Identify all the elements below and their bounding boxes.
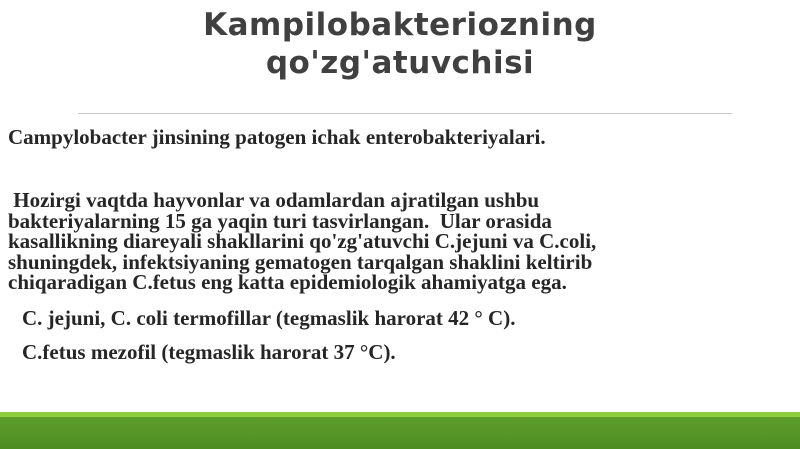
paragraph-description-line: shuningdek, infektsiyaning gematogen tarqalgan shaklini keltirib xyxy=(8,249,593,274)
slide-title-line-2: qo'zg'atuvchisi xyxy=(265,45,535,81)
paragraph-description-line: kasallikning diareyali shakllarini qo'zg'atuvchi C.jejuni va C.coli, xyxy=(8,229,597,253)
paragraph-genus: Campylobacter jinsining patogen ichak enterobakteriyalari. xyxy=(8,125,546,149)
footer-band xyxy=(0,412,800,449)
paragraph-description xyxy=(8,190,708,293)
paragraph-mesophile: C.fetus mezofil (tegmaslik harorat 37 °C). xyxy=(22,340,396,364)
slide-title xyxy=(160,6,640,82)
paragraph-description-line: chiqaradigan C.fetus eng katta epidemiologik ahamiyatga ega. xyxy=(8,270,567,294)
paragraph-description-line: Hozirgi vaqtda hayvonlar va odamlardan ajratilgan ushbu xyxy=(8,188,540,212)
slide-title-line-1: Kampilobakteriozning xyxy=(203,7,597,43)
footer-green-bar xyxy=(0,417,800,449)
paragraph-description-line: bakteriyalarning 15 ga yaqin turi tasvirlangan. Ular orasida xyxy=(8,208,552,233)
paragraph-thermophiles: C. jejuni, C. coli termofillar (tegmaslik harorat 42 ° C). xyxy=(22,306,516,330)
title-divider xyxy=(78,113,732,114)
